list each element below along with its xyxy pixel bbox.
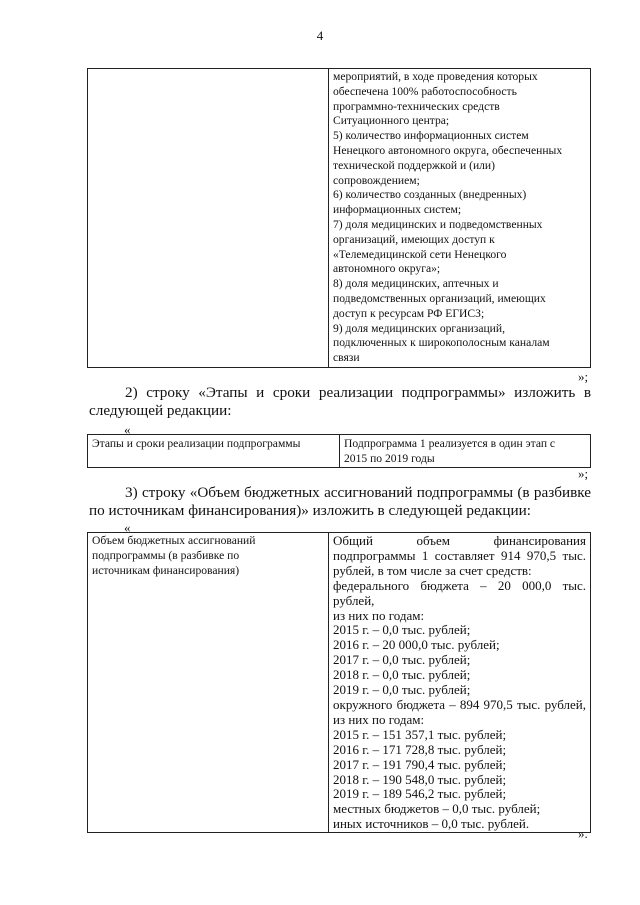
open-quote-2: « <box>124 422 131 437</box>
funding-line: федерального бюджета – 20 000,0 тыс. рублей, <box>333 577 586 608</box>
indicator-line: Ненецкого автономного округа, обеспеченных <box>333 143 563 157</box>
funding-line: подпрограммы 1 составляет 914 970,5 тыс. <box>333 547 586 563</box>
indicator-line: организаций, имеющих доступ к <box>333 232 495 246</box>
indicator-line: связи <box>333 351 360 365</box>
indicator-line: «Телемедицинской сети Ненецкого <box>333 247 507 261</box>
funding-label-cell <box>88 533 329 833</box>
funding-line: 2019 г. – 189 546,2 тыс. рублей; <box>333 786 507 802</box>
paragraph-3-line: 3) строку «Объем бюджетных ассигнований подпрограммы (в разбивке <box>125 484 591 501</box>
funding-line: окружного бюджета – 894 970,5 тыс. рублей, <box>333 696 586 712</box>
funding-line: 2018 г. – 190 548,0 тыс. рублей; <box>333 771 507 787</box>
funding-value-cell <box>329 533 591 833</box>
funding-line: 2019 г. – 0,0 тыс. рублей; <box>333 682 471 698</box>
indicator-line: информационных систем; <box>333 203 462 217</box>
table-stages <box>87 434 591 468</box>
funding-line: рублей, в том числе за счет средств: <box>333 562 532 578</box>
page-number: 4 <box>316 28 324 43</box>
indicator-line: подключенных к широкополосным каналам <box>333 336 550 350</box>
funding-label-line: Объем бюджетных ассигнований <box>92 534 256 547</box>
indicator-line: обеспечена 100% работоспособность <box>333 84 517 98</box>
indicator-line: доступ к ресурсам РФ ЕГИСЗ; <box>333 306 485 320</box>
funding-line: 2018 г. – 0,0 тыс. рублей; <box>333 667 471 683</box>
closing-quote-1: »; <box>578 369 589 384</box>
funding-label-line: подпрограммы (в разбивке по <box>92 548 240 562</box>
funding-line: из них по годам: <box>333 607 425 623</box>
open-quote-3: « <box>124 520 131 535</box>
indicator-line: 6) количество созданных (внедренных) <box>333 188 527 202</box>
paragraph-2-line: 2) строку «Этапы и сроки реализации подпрограммы» изложить в <box>125 384 591 401</box>
funding-line: 2017 г. – 191 790,4 тыс. рублей; <box>333 756 507 772</box>
paragraph-2-line: следующей редакции: <box>89 402 232 419</box>
funding-line: 2016 г. – 171 728,8 тыс. рублей; <box>333 741 507 757</box>
stages-value-line: Подпрограмма 1 реализуется в один этап с <box>344 437 556 450</box>
funding-line: 2015 г. – 151 357,1 тыс. рублей; <box>333 726 507 742</box>
table-indicators <box>87 68 591 368</box>
indicator-line: программно-технических средств <box>333 99 500 113</box>
indicator-line: технической поддержкой и (или) <box>333 158 496 172</box>
funding-line: из них по годам: <box>333 711 425 727</box>
stages-label-cell: Этапы и сроки реализации подпрограммы <box>88 435 340 468</box>
funding-line: 2016 г. – 20 000,0 тыс. рублей; <box>333 637 500 653</box>
indicator-line: 5) количество информационных систем <box>333 129 529 143</box>
indicator-line: Ситуационного центра; <box>333 114 450 128</box>
funding-label-line: источникам финансирования) <box>92 563 240 577</box>
table-funding <box>87 532 591 833</box>
indicator-line: подведомственных организаций, имеющих <box>333 291 546 305</box>
indicator-line: 9) доля медицинских организаций, <box>333 321 505 335</box>
funding-line: местных бюджетов – 0,0 тыс. рублей; <box>333 801 541 817</box>
indicator-line: сопровождением; <box>333 173 420 187</box>
closing-quote-2: »; <box>578 466 589 481</box>
funding-line: 2015 г. – 0,0 тыс. рублей; <box>333 622 471 638</box>
table-indicators-right-cell <box>329 69 591 368</box>
funding-line: Общий объем финансирования <box>333 533 586 548</box>
stages-value-cell <box>340 435 591 468</box>
indicator-line: мероприятий, в ходе проведения которых <box>333 70 538 83</box>
stages-value-line: 2015 по 2019 годы <box>344 451 435 465</box>
closing-quote-3: ». <box>578 826 588 841</box>
paragraph-2 <box>89 384 591 420</box>
paragraph-3 <box>89 484 591 520</box>
indicator-line: автономного округа»; <box>333 262 441 276</box>
indicator-line: 7) доля медицинских и подведомственных <box>333 217 543 231</box>
indicator-line: 8) доля медицинских, аптечных и <box>333 277 499 291</box>
table-indicators-left-cell <box>88 69 329 368</box>
paragraph-3-line: по источникам финансирования)» изложить в следующей редакции: <box>89 502 531 519</box>
funding-line: 2017 г. – 0,0 тыс. рублей; <box>333 652 471 668</box>
funding-line: иных источников – 0,0 тыс. рублей. <box>333 816 530 832</box>
